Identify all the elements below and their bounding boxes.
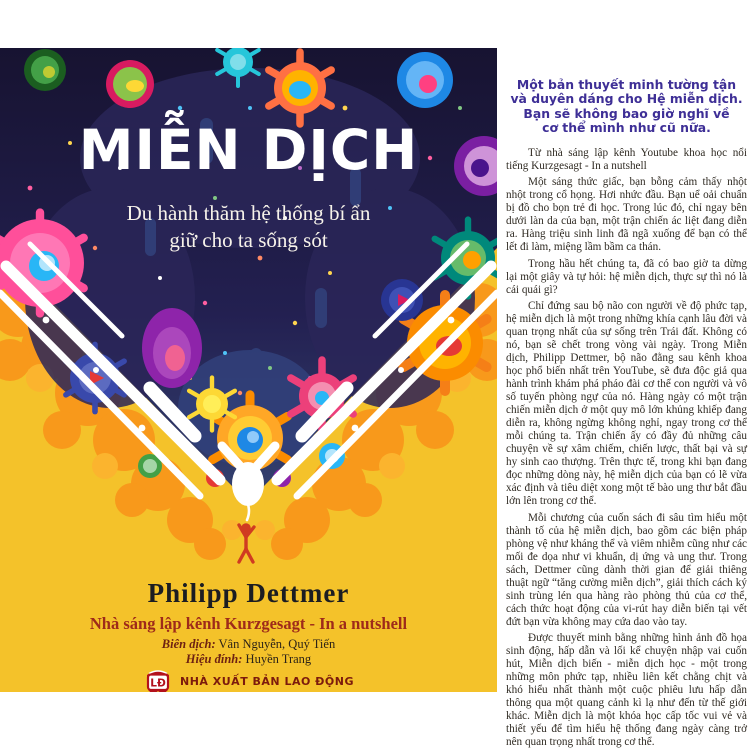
book-title: MIỄN DỊCH	[78, 118, 419, 182]
book-subtitle	[0, 200, 497, 255]
book-description-column	[506, 78, 747, 750]
publisher-row	[0, 668, 497, 692]
publisher-name: NHÀ XUẤT BẢN LAO ĐỘNG	[180, 675, 354, 688]
headline-line4: cơ thể mình như cũ nữa.	[542, 120, 711, 136]
book-subtitle-line1: Du hành thăm hệ thống bí ẩn	[126, 201, 371, 225]
editor-credit	[0, 652, 497, 667]
description-paragraph: Chỉ đứng sau bộ não con người về độ phức tạp, hệ miễn dịch là một trong những khía cạnh lâu đời và quan trọng nhất của sự sống trên Trái đất. Không có nó, bạn sẽ chết trong vòng vài ngày. Trong Miễn dịch, Philipp Dettmer, bộ não đằng sau kênh khoa học phổ biến nhất trên YouTube, sẽ đưa độc giả qua hành trình khám phá pháo đài cơ thể con người và vô số tuyến phòng ngự của nó. Hàng ngày có một trận chiến miễn dịch ở một quy mô lớn khủng khiếp đang diễn ra, không ngừng không nghỉ, ngay trong cơ thể mỗi chúng ta. Trận chiến ấy có đầy đủ những câu chuyện về sự xâm chiếm, chiến lược, thất bại và sự hy sinh cao thượng. Trên thực tế, trong khi bạn đang đọc những dòng này, hệ miễn dịch của bạn có lẽ vừa xác định và tiêu diệt xong một tế bào ung thư bắt đầu lớn lên trong cơ thể.	[506, 300, 747, 508]
description-paragraph: Một sáng thức giấc, bạn bỗng cảm thấy nhột nhột trong cổ họng. Hơi nhức đầu. Bạn uể oải chuẩn bị đồ cho bọn trẻ đi học. Trong lúc đó, chỉ ngay bên dưới làn da của bạn, một trận chiến ác liệt đang diễn ra. Hàng triệu sinh linh đã ngã xuống để bạn có thể lết đi làm, miệng lầm bầm ca thán.	[506, 176, 747, 254]
book-author-tagline: Nhà sáng lập kênh Kurzgesagt - In a nutshell	[89, 614, 408, 633]
headline-line2: và duyên dáng cho Hệ miễn dịch.	[510, 91, 743, 107]
translator-names: Vân Nguyễn, Quý Tiến	[215, 637, 336, 651]
editor-name: Huyền Trang	[242, 652, 312, 666]
tiny-person-figure	[239, 523, 254, 562]
translator-label: Biên dịch:	[161, 637, 216, 651]
description-paragraph: Trong hầu hết chúng ta, đã có bao giờ ta dừng lại một giây và tự hỏi: hệ miễn dịch, thực sự thì nó là cái quái gì?	[506, 257, 747, 296]
headline-line3: Bạn sẽ không bao giờ nghĩ về	[523, 105, 730, 121]
editor-label: Hiệu đính:	[185, 652, 243, 666]
description-paragraph: Từ nhà sáng lập kênh Youtube khoa học nổi tiếng Kurzgesagt - In a nutshell	[506, 146, 747, 172]
publisher-logo-letters: LĐ	[150, 677, 166, 690]
description-paragraph: Mỗi chương của cuốn sách đi sâu tìm hiểu một thành tố của hệ miễn dịch, bao gồm các biện pháp phòng vệ như kháng thể và viêm nhiễm cũng như các mối đe dọa như vi khuẩn, dị ứng và ung thư. Trong sách, Dettmer cũng dành thời gian để giải thiêng thuật ngữ “tăng cường miễn dịch”, giải thích cách ký sinh trùng lén qua hàng rào phòng thủ của cơ thể, cách thức hoạt động của vi-rút hay diễn biến tại vết đứt bạn vừa không may cứa dao vào tay.	[506, 511, 747, 628]
book-subtitle-line2: giữ cho ta sống sót	[169, 228, 328, 253]
publisher-logo-icon	[143, 668, 173, 692]
description-headline	[506, 78, 747, 136]
description-paragraph: Được thuyết minh bằng những hình ảnh đồ họa sinh động, hấp dẫn và lối kể chuyện nhập vai cuốn hút, Miễn dịch biến - miễn dịch học - một trong những môn phức tạp, nhiều liên kết chằng chịt và khó hiểu nhất thành một cuộc phiêu lưu hấp dẫn thông qua một quang cảnh kì lạ như đến từ thế giới khác. Miễn dịch là một khóa học cấp tốc vui vẻ và thiết yếu để tìm hiểu hệ thống đang ngày càng trở nên quan trọng nhất trong cơ thể.	[506, 632, 747, 749]
book-cover	[0, 48, 497, 692]
translator-credit	[0, 637, 497, 652]
headline-line1: Một bản thuyết minh tường tận	[516, 77, 737, 92]
book-author: Philipp Dettmer	[147, 578, 350, 608]
